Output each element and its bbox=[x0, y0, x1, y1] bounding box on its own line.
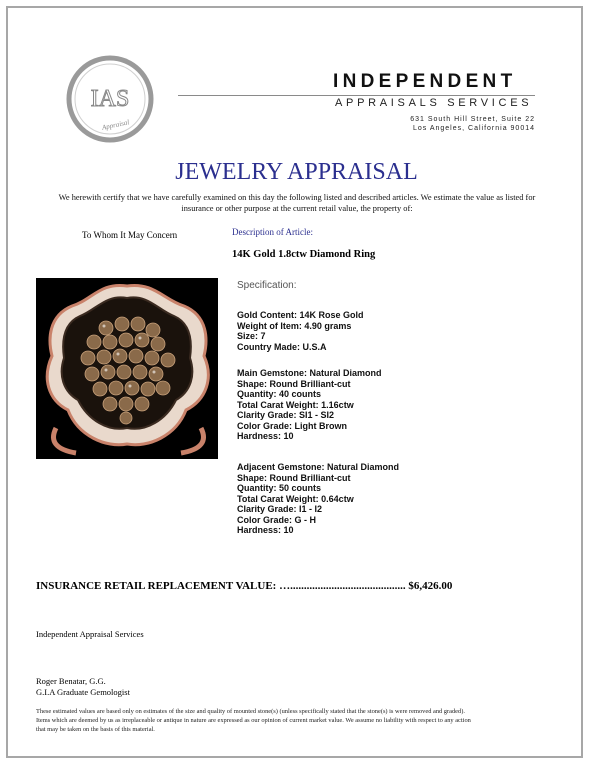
spec-adjacent-quantity: Quantity: 50 counts bbox=[237, 483, 322, 493]
spec-main-carat: Total Carat Weight: 1.16ctw bbox=[237, 399, 354, 410]
disclaimer: These estimated values are based only on estimates of the size and quality of mounted stone(s) (unless specifically stated that the stone(s) is were removed and graded). Items which are deemed by us as irreplaceable or antique in nature are expressed as our opinion of current market value. We assume no liability with respect to any action that may be taken on the basis of this material. bbox=[36, 708, 471, 733]
spec-adjacent-hardness: Hardness: 10 bbox=[237, 525, 294, 535]
spec-gold-group bbox=[237, 310, 364, 352]
spec-adjacent-gemstone: Adjacent Gemstone: Natural Diamond bbox=[237, 462, 400, 472]
header-rule bbox=[178, 95, 535, 96]
spec-main-shape: Shape: Round Brilliant-cut bbox=[237, 378, 351, 389]
document-title: JEWELRY APPRAISAL bbox=[175, 159, 418, 185]
spec-gold-content: Gold Content: 14K Rose Gold bbox=[237, 310, 364, 320]
spec-main-quantity: Quantity: 40 counts bbox=[237, 389, 322, 399]
recipient: To Whom It May Concern bbox=[82, 230, 178, 240]
article-name: 14K Gold 1.8ctw Diamond Ring bbox=[232, 249, 376, 260]
logo-ring-text: Appraisal bbox=[101, 118, 130, 132]
insurance-value: INSURANCE RETAIL REPLACEMENT VALUE: ….......................................... $6,426.00 bbox=[36, 580, 453, 592]
spec-weight: Weight of Item: 4.90 grams bbox=[237, 320, 352, 331]
spec-main-gemstone-group bbox=[237, 368, 382, 442]
spec-main-color: Color Grade: Light Brown bbox=[237, 420, 347, 431]
company-name: INDEPENDENT bbox=[333, 71, 517, 92]
spec-adjacent-clarity: Clarity Grade: I1 - I2 bbox=[237, 504, 323, 514]
spec-adjacent-color: Color Grade: G - H bbox=[237, 514, 317, 525]
spec-adjacent-carat: Total Carat Weight: 0.64ctw bbox=[237, 493, 354, 504]
signer-name: Roger Benatar, G.G. bbox=[36, 676, 106, 686]
description-label: Description of Article: bbox=[232, 227, 313, 237]
spec-main-gemstone: Main Gemstone: Natural Diamond bbox=[237, 368, 382, 378]
company-subtitle: APPRAISALS SERVICES bbox=[335, 97, 533, 109]
address-line-2: Los Angeles, California 90014 bbox=[412, 125, 535, 132]
signer-title: G.I.A Graduate Gemologist bbox=[36, 687, 130, 697]
logo-monogram: IAS bbox=[90, 86, 130, 112]
ias-logo bbox=[66, 55, 154, 143]
issuer-name: Independent Appraisal Services bbox=[36, 629, 144, 639]
spec-country: Country Made: U.S.A bbox=[237, 341, 327, 352]
spec-main-hardness: Hardness: 10 bbox=[237, 431, 294, 441]
spec-adjacent-gemstone-group bbox=[237, 462, 399, 536]
certify-text: We herewith certify that we have carefully examined on this day the following listed and described articles. We estimate the value as listed for insurance or other purpose at the current retail value, the property of: bbox=[58, 193, 536, 213]
ring-photo bbox=[36, 278, 218, 459]
spec-main-clarity: Clarity Grade: SI1 - SI2 bbox=[237, 410, 335, 420]
address-line-1: 631 South Hill Street, Suite 22 bbox=[410, 116, 535, 123]
spec-adjacent-shape: Shape: Round Brilliant-cut bbox=[237, 472, 351, 483]
spec-size: Size: 7 bbox=[237, 331, 266, 341]
specification-label: Specification: bbox=[237, 280, 297, 291]
